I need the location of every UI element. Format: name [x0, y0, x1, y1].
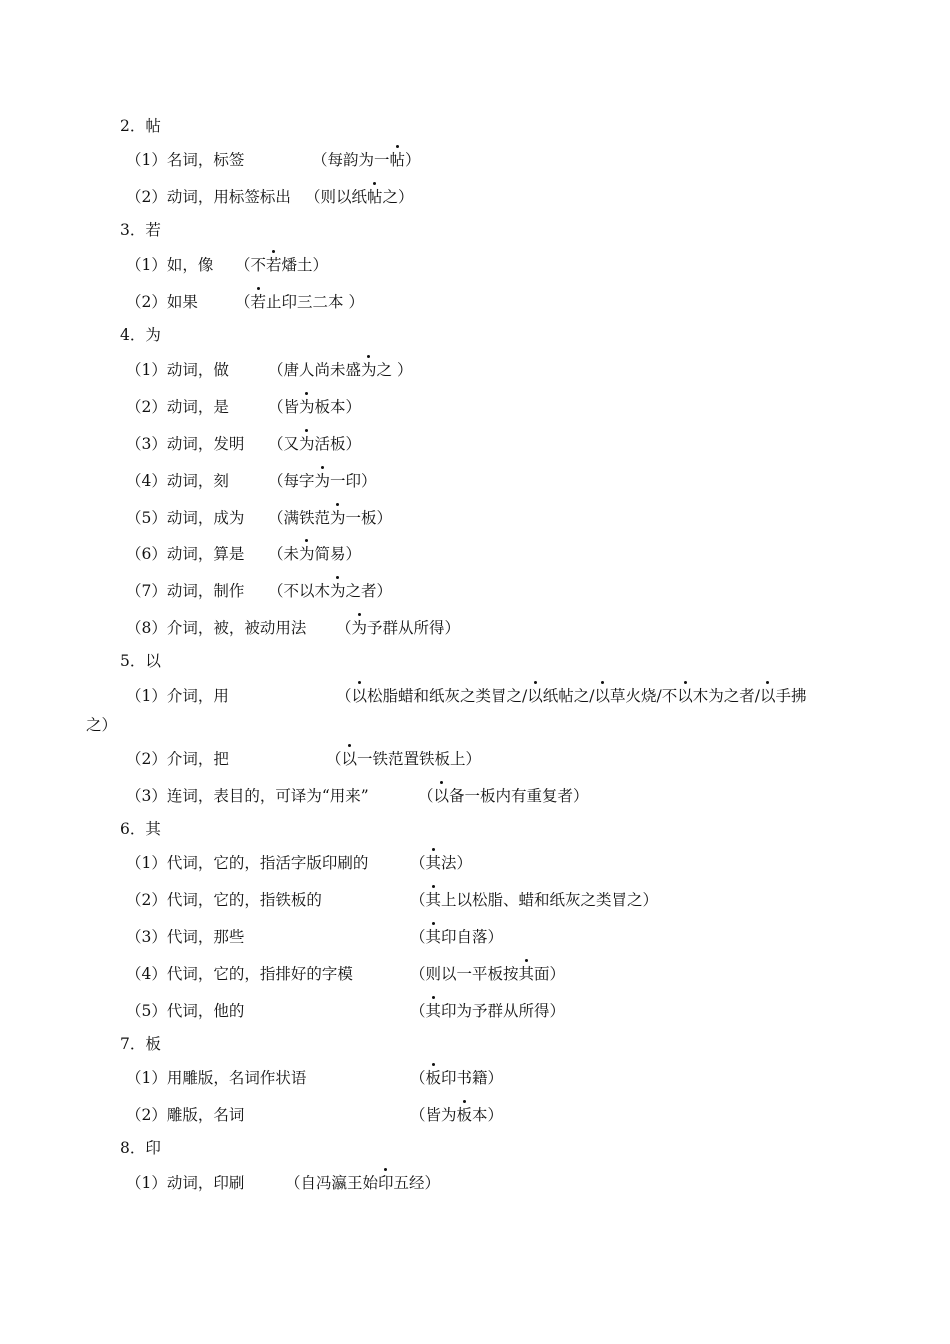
emphasis-dot-char: 为	[314, 472, 331, 490]
sense-example: （不以木为之者）	[268, 582, 393, 600]
sense-example: （以一铁范置铁板上）	[326, 750, 482, 768]
sense-example: （板印书籍）	[410, 1069, 504, 1087]
sense-example: （为予群从所得）	[336, 619, 461, 637]
sense-example: （又为活板）	[268, 435, 362, 453]
sense-example-continuation: 之）	[86, 716, 118, 734]
sense-definition: （2）介词，把	[126, 750, 229, 768]
sense-example: （唐人尚未盛为之 ）	[268, 361, 413, 379]
emphasis-dot-char: 以	[341, 750, 358, 768]
entry-heading-qi: 6．其	[120, 820, 161, 838]
emphasis-dot-char: 板	[456, 1106, 473, 1124]
sense-example: （若止印三二本 ）	[235, 293, 364, 311]
sense-definition: （6）动词，算是	[126, 545, 245, 563]
sense-definition: （4）动词，刻	[126, 472, 229, 490]
sense-definition: （1）介词，用	[126, 687, 229, 705]
sense-example: （其印自落）	[410, 928, 504, 946]
sense-definition: （1）用雕版，名词作状语	[126, 1069, 307, 1087]
sense-definition: （2）动词，用标签标出	[126, 188, 291, 206]
emphasis-dot-char: 其	[425, 891, 442, 909]
emphasis-dot-char: 以	[351, 687, 368, 705]
sense-definition: （1）代词，它的，指活字版印刷的	[126, 854, 369, 872]
sense-example: （以备一板内有重复者）	[418, 787, 589, 805]
emphasis-dot-char: 其	[425, 928, 442, 946]
sense-example: （皆为板本）	[410, 1106, 504, 1124]
emphasis-dot-char: 为	[330, 509, 346, 527]
entry-heading-ban: 7．板	[120, 1035, 161, 1053]
sense-definition: （7）动词，制作	[126, 582, 245, 600]
emphasis-dot-char: 帖	[389, 151, 406, 169]
sense-definition: （2）如果	[126, 293, 198, 311]
emphasis-dot-char: 若	[266, 256, 282, 274]
sense-definition: （3）动词，发明	[126, 435, 245, 453]
sense-example: （每韵为一帖）	[312, 151, 421, 169]
sense-example: （其印为予群从所得）	[410, 1002, 566, 1020]
emphasis-dot-char: 以	[760, 687, 776, 705]
emphasis-dot-char: 其	[425, 1002, 442, 1020]
sense-example: （不若燔土）	[235, 256, 329, 274]
sense-example: （未为简易）	[268, 545, 362, 563]
sense-example: （则以一平板按其面）	[410, 965, 566, 983]
sense-definition: （2）动词，是	[126, 398, 229, 416]
entry-heading-yin: 8．印	[120, 1139, 161, 1157]
entry-heading-yi: 5．以	[120, 652, 161, 670]
sense-example: （则以纸帖之）	[305, 188, 414, 206]
sense-example: （皆为板本）	[268, 398, 362, 416]
sense-example: （自冯瀛王始印五经）	[285, 1174, 441, 1192]
emphasis-dot-char: 板	[425, 1069, 442, 1087]
emphasis-dot-char: 帖	[367, 188, 383, 206]
sense-definition: （1）动词，做	[126, 361, 229, 379]
emphasis-dot-char: 为	[299, 435, 315, 453]
sense-definition: （4）代词，它的，指排好的字模	[126, 965, 353, 983]
emphasis-dot-char: 若	[250, 293, 267, 311]
sense-example: （其上以松脂、蜡和纸灰之类冒之）	[410, 891, 659, 909]
sense-definition: （1）名词，标签	[126, 151, 245, 169]
emphasis-dot-char: 印	[378, 1174, 394, 1192]
entry-heading-ruo: 3．若	[120, 221, 161, 239]
sense-example: （每字为一印）	[268, 472, 377, 490]
sense-definition: （5）代词，他的	[126, 1002, 245, 1020]
sense-definition: （3）代词，那些	[126, 928, 245, 946]
sense-example: （以松脂蜡和纸灰之类冒之/以纸帖之/以草火烧/不以木为之者/以手拂	[336, 687, 807, 705]
emphasis-dot-char: 为	[351, 619, 368, 637]
emphasis-dot-char: 以	[677, 687, 693, 705]
emphasis-dot-char: 以	[527, 687, 543, 705]
sense-definition: （2）代词，它的，指铁板的	[126, 891, 322, 909]
sense-example: （其法）	[410, 854, 473, 872]
emphasis-dot-char: 以	[433, 787, 450, 805]
sense-definition: （3）连词，表目的，可译为“用来”	[126, 787, 369, 805]
emphasis-dot-char: 为	[330, 582, 346, 600]
sense-definition: （8）介词，被，被动用法	[126, 619, 307, 637]
emphasis-dot-char: 为	[361, 361, 377, 379]
sense-definition: （2）雕版，名词	[126, 1106, 245, 1124]
sense-example: （满铁范为一板）	[268, 509, 393, 527]
emphasis-dot-char: 其	[518, 965, 535, 983]
emphasis-dot-char: 其	[425, 854, 442, 872]
sense-definition: （1）动词，印刷	[126, 1174, 245, 1192]
sense-definition: （5）动词，成为	[126, 509, 245, 527]
emphasis-dot-char: 为	[299, 545, 315, 563]
emphasis-dot-char: 为	[299, 398, 315, 416]
entry-heading-wei: 4．为	[120, 326, 161, 344]
emphasis-dot-char: 以	[594, 687, 611, 705]
sense-definition: （1）如，像	[126, 256, 214, 274]
entry-heading-tie: 2．帖	[120, 117, 161, 135]
